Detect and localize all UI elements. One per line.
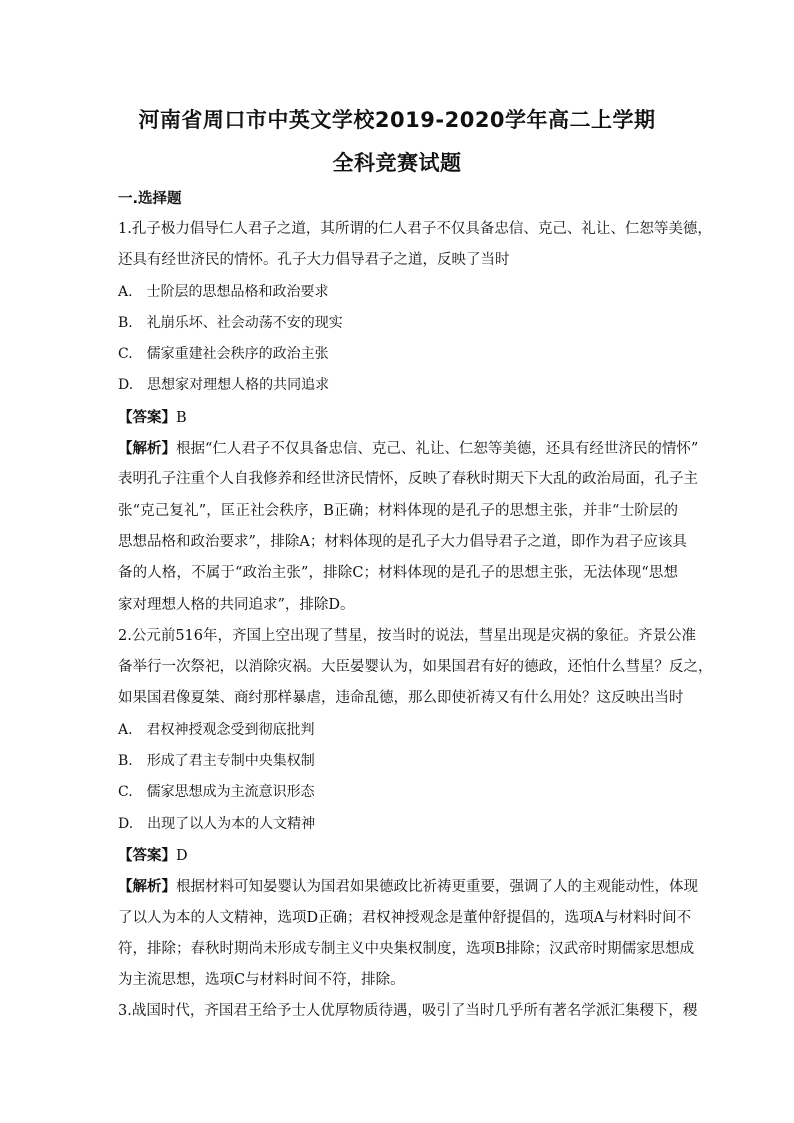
q2-option-a: A. 君权神授观念受到彻底批判 xyxy=(118,721,315,738)
q1-analysis-line: 表明孔子注重个人自我修养和经世济民情怀，反映了春秋时期天下大乱的政治局面，孔子主 xyxy=(118,471,698,488)
answer-label: 【答案】 xyxy=(118,408,176,426)
q2-stem-line: 如果国君像夏桀、商纣那样暴虐，违命乱德，那么即使祈祷又有什么用处？这反映出当时 xyxy=(118,690,684,707)
q1-analysis-line xyxy=(118,433,699,464)
q1-option-b: B. 礼崩乐坏、社会动荡不安的现实 xyxy=(118,314,343,331)
q2-analysis-line xyxy=(118,871,698,902)
q2-option-b: B. 形成了君主专制中央集权制 xyxy=(118,753,315,770)
answer-value: B xyxy=(176,409,187,426)
q1-answer xyxy=(118,402,678,433)
answer-value: D xyxy=(176,847,188,864)
section-heading: 一.选择题 xyxy=(118,191,182,207)
q1-option-c: C. 儒家重建社会秩序的政治主张 xyxy=(118,346,329,363)
q1-analysis-line: 张“克己复礼”，匡正社会秩序，B正确；材料体现的是孔子的思想主张，并非“士阶层的 xyxy=(118,502,678,519)
q1-option-d: D. 思想家对理想人格的共同追求 xyxy=(118,377,330,394)
analysis-label: 【解析】 xyxy=(118,440,176,458)
analysis-text: 根据“仁人君子不仅具备忠信、克己、礼让、仁恕等美德，还具有经世济民的情怀” xyxy=(176,441,699,458)
q1-option-a: A. 士阶层的思想品格和政治要求 xyxy=(118,283,329,300)
q2-analysis-line: 为主流思想，选项C与材料时间不符，排除。 xyxy=(118,972,405,989)
document-title: 河南省周口市中英文学校2019-2020学年高二上学期 xyxy=(138,108,656,132)
q2-stem-line: 备举行一次祭祀，以消除灾祸。大臣晏婴认为，如果国君有好的德政，还怕什么彗星？反之， xyxy=(118,659,713,676)
q1-analysis-line: 家对理想人格的共同追求”，排除D。 xyxy=(118,596,355,613)
q2-option-d: D. 出现了以人为本的人文精神 xyxy=(118,815,316,832)
document-subtitle: 全科竞赛试题 xyxy=(332,151,462,175)
q1-analysis-line: 思想品格和政治要求”，排除A；材料体现的是孔子大力倡导君子之道，即作为君子应该具 xyxy=(118,533,687,550)
question-body xyxy=(118,214,713,1028)
q1-stem-line: 还具有经世济民的情怀。孔子大力倡导君子之道，反映了当时 xyxy=(118,252,510,269)
q1-analysis-line: 备的人格，不属于“政治主张”，排除C；材料体现的是孔子的思想主张，无法体现“思想 xyxy=(118,565,678,582)
q2-analysis-line: 符，排除；春秋时期尚未形成专制主义中央集权制度，选项B排除；汉武帝时期儒家思想成 xyxy=(118,940,695,957)
q3-stem-line: 3.战国时代，齐国君王给予士人优厚物质待遇，吸引了当时几乎所有著名学派汇集稷下，稷 xyxy=(118,1003,698,1020)
analysis-text: 根据材料可知晏婴认为国君如果德政比祈祷更重要，强调了人的主观能动性，体现 xyxy=(176,879,698,896)
q2-stem-line: 2.公元前516年，齐国上空出现了彗星，按当时的说法，彗星出现是灾祸的象征。齐景公准 xyxy=(118,627,697,644)
answer-label: 【答案】 xyxy=(118,846,176,864)
q2-analysis-line: 了以人为本的人文精神，选项D正确；君权神授观念是董仲舒提倡的，选项A与材料时间不 xyxy=(118,909,692,926)
q1-stem-line: 1.孔子极力倡导仁人君子之道，其所谓的仁人君子不仅具备忠信、克己、礼让、仁恕等美德， xyxy=(118,221,712,237)
q2-answer xyxy=(118,840,678,871)
q2-option-c: C. 儒家思想成为主流意识形态 xyxy=(118,784,315,801)
analysis-label: 【解析】 xyxy=(118,878,176,896)
